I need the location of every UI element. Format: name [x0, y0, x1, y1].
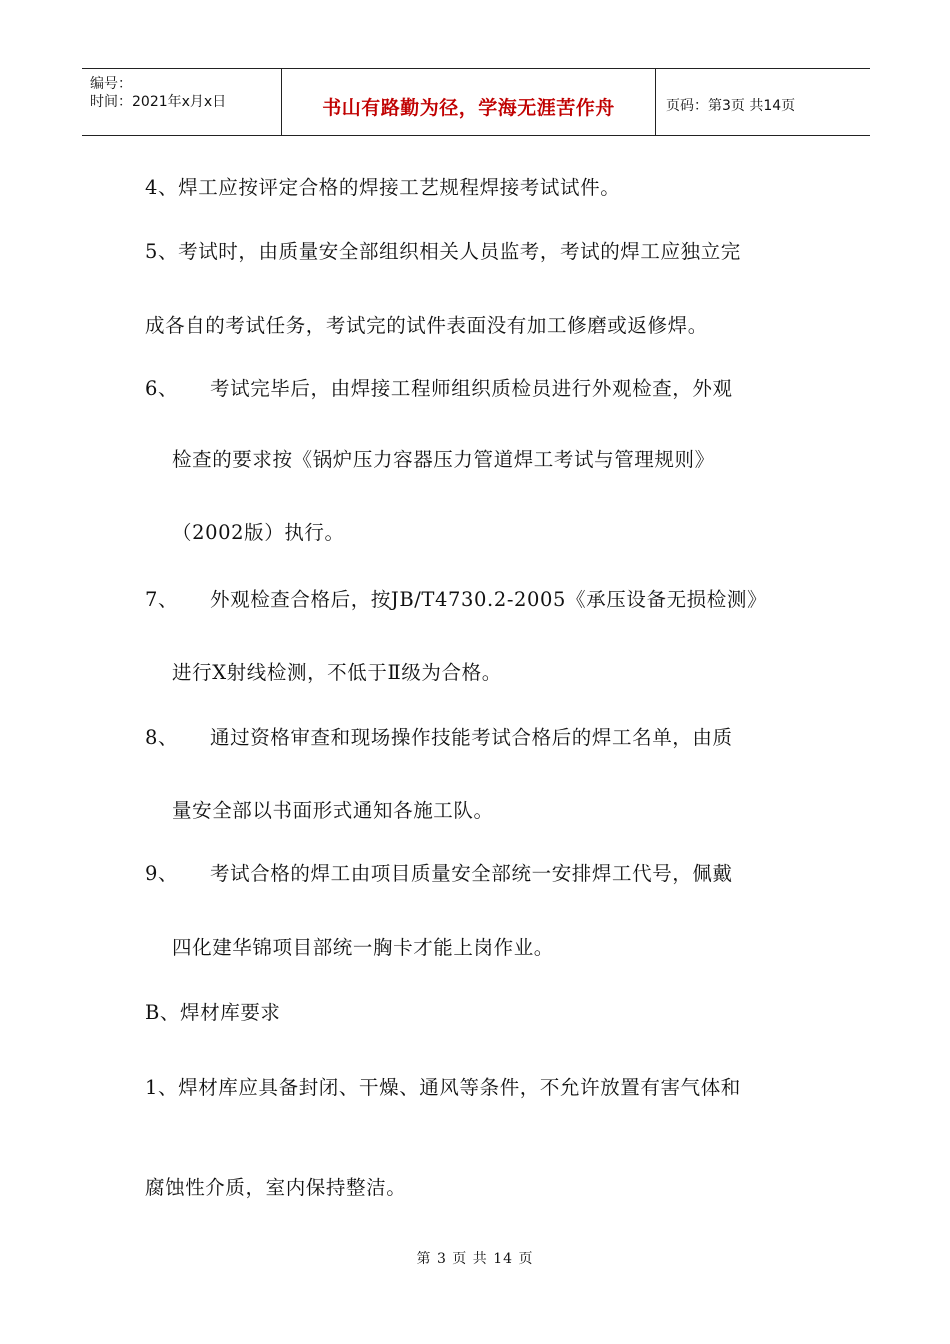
paragraph-line: 成各自的考试任务，考试完的试件表面没有加工修磨或返修焊。 — [145, 314, 708, 337]
paragraph-line: 通过资格审查和现场操作技能考试合格后的焊工名单，由质 — [210, 726, 733, 749]
document-date: 时间：2021年x月x日 — [90, 94, 227, 110]
paragraph-line: 4、焊工应按评定合格的焊接工艺规程焊接考试试件。 — [145, 176, 621, 199]
page-header — [82, 68, 870, 136]
paragraph-line: 量安全部以书面形式通知各施工队。 — [172, 799, 494, 822]
paragraph-line: 检查的要求按《锅炉压力容器压力管道焊工考试与管理规则》 — [172, 448, 715, 471]
paragraph-line: 1、焊材库应具备封闭、干燥、通风等条件，不允许放置有害气体和 — [145, 1076, 741, 1099]
paragraph-line: 进行X射线检测，不低于Ⅱ级为合格。 — [172, 661, 502, 684]
list-item-number: 6、 — [145, 377, 179, 400]
paragraph-line: 外观检查合格后，按JB/T4730.2-2005《承压设备无损检测》 — [210, 588, 768, 611]
header-motto: 书山有路勤为径，学海无涯苦作舟 — [322, 97, 615, 119]
header-info-cell — [82, 69, 282, 135]
paragraph-line: 考试完毕后，由焊接工程师组织质检员进行外观检查，外观 — [210, 377, 733, 400]
list-item-number: 8、 — [145, 726, 179, 749]
paragraph-line: （2002版）执行。 — [172, 521, 345, 544]
paragraph-line: 四化建华锦项目部统一胸卡才能上岗作业。 — [172, 936, 554, 959]
paragraph-line: 腐蚀性介质，室内保持整洁。 — [145, 1176, 407, 1199]
header-motto-cell — [282, 69, 656, 135]
paragraph-line: 考试合格的焊工由项目质量安全部统一安排焊工代号，佩戴 — [210, 862, 733, 885]
header-page-cell — [656, 69, 870, 135]
section-heading: B、焊材库要求 — [145, 1001, 281, 1024]
document-code: 编号： — [90, 76, 132, 92]
list-item-number: 7、 — [145, 588, 179, 611]
paragraph-line: 5、考试时，由质量安全部组织相关人员监考，考试的焊工应独立完 — [145, 240, 741, 263]
header-page-number: 页码：第3页 共14页 — [666, 98, 796, 114]
page-footer: 第 3 页 共 14 页 — [416, 1251, 534, 1267]
list-item-number: 9、 — [145, 862, 179, 885]
